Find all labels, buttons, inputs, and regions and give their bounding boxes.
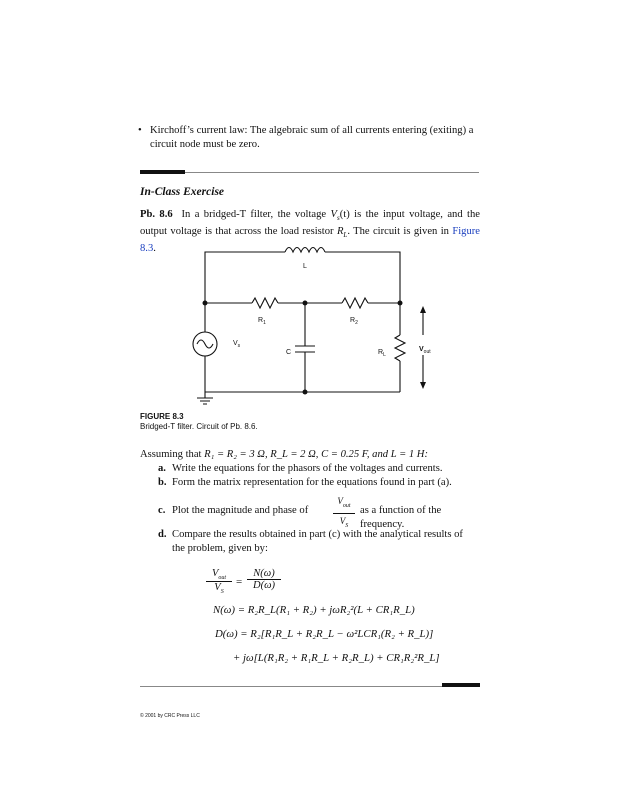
label-l: L xyxy=(303,263,307,270)
inductor-coil xyxy=(285,248,325,253)
node-3 xyxy=(398,301,403,306)
ratio-rhs-den: D(ω) xyxy=(253,580,275,591)
vs-sub: s xyxy=(337,214,340,223)
label-rl: $R_L$ xyxy=(378,349,386,358)
item-d-text: Compare the results obtained in part (c) with the analytical results of the problem, given by: xyxy=(172,529,463,554)
label-c: C xyxy=(286,349,292,356)
problem-number: Pb. 8.6 xyxy=(140,209,173,220)
item-a-label: a. xyxy=(158,463,166,474)
frac-num: V xyxy=(337,496,343,506)
ratio-lhs-num-sub: out xyxy=(218,575,227,582)
frac-num-sub: out xyxy=(342,502,351,509)
item-c-text-b: as a function of the frequency. xyxy=(360,505,442,530)
label-vs: $V_s$ xyxy=(233,340,241,349)
frac-den-sub: S xyxy=(345,522,349,529)
footer-rule xyxy=(140,686,479,687)
ground-symbol xyxy=(197,392,213,404)
section-rule xyxy=(140,172,479,173)
item-b-label: b. xyxy=(158,477,167,488)
source-sine xyxy=(197,340,213,348)
wire-top-right xyxy=(325,252,400,303)
item-b-text: Form the matrix representation for the equations found in part (a). xyxy=(172,477,452,488)
problem-text-a: In a bridged-T filter, the voltage xyxy=(181,209,331,220)
figure-label: FIGURE 8.3 xyxy=(140,412,184,421)
problem-text-b: (t) is the input voltage, and the output voltage is that across the load resistor xyxy=(140,209,480,238)
rl-symbol: R xyxy=(336,226,344,238)
problem-text-c: . The circuit is given in xyxy=(347,226,453,238)
bullet-text: Kirchoff’s current law: The algebraic sum of all currents entering (exiting) a circuit node must be zero. xyxy=(150,125,474,150)
wire-top-left xyxy=(205,252,285,303)
vs-symbol: V xyxy=(330,209,337,220)
item-a-text: Write the equations for the phasors of the voltages and currents. xyxy=(172,463,443,474)
label-vout: $V_{out}$ xyxy=(419,346,431,355)
node-2 xyxy=(303,301,308,306)
resistor-rl xyxy=(395,335,405,361)
rl-sub: L xyxy=(343,231,348,240)
copyright: © 2001 by CRC Press LLC xyxy=(140,713,200,719)
circuit-diagram xyxy=(170,240,450,410)
eq-d2: + jω[L(R₁R₂ + R₁R_L + R₂R_L) + CR₁R₂²R_L] xyxy=(233,652,440,664)
eq-ratio-fraction xyxy=(206,568,232,595)
eq-ratio-rhs xyxy=(247,568,281,591)
item-c-label: c. xyxy=(158,505,166,516)
bullet-dot: • xyxy=(138,125,142,136)
vout-arrow-up xyxy=(420,306,426,313)
assumption-prefix: Assuming that xyxy=(140,449,205,460)
bullet-kirchoff xyxy=(138,124,480,152)
item-d-label: d. xyxy=(158,529,167,540)
label-r1: $R_1$ xyxy=(258,317,266,326)
ratio-lhs-den-sub: S xyxy=(220,589,224,596)
vout-arrow-down xyxy=(420,382,426,389)
assumption xyxy=(140,448,428,462)
eq-equals: = xyxy=(236,576,243,588)
eq-n: N(ω) = R₂R_L(R₁ + R₂) + jωR₂²(L + CR₁R_L) xyxy=(213,604,415,616)
footer-rule-accent xyxy=(442,683,480,687)
capacitor-plates xyxy=(295,346,315,352)
ratio-rhs-num: N(ω) xyxy=(247,568,281,580)
assumption-values: R₁ = R₂ = 3 Ω, R_L = 2 Ω, C = 0.25 F, and L = 1 H: xyxy=(204,449,428,460)
ratio-lhs-den: V xyxy=(214,582,221,594)
problem-text-d: . xyxy=(153,243,156,255)
eq-d1: D(ω) = R₂[R₁R_L + R₂R_L − ω²LCR₁(R₂ + R_L)] xyxy=(215,628,434,640)
frac-den: V xyxy=(339,515,346,526)
ratio-lhs-num: V xyxy=(211,568,219,579)
resistor-r2 xyxy=(342,298,368,308)
section-rule-accent xyxy=(140,170,185,174)
figure-link[interactable]: Figure 8.3 xyxy=(140,226,480,255)
node-1 xyxy=(203,301,208,306)
resistor-r1 xyxy=(252,298,278,308)
item-c-fraction xyxy=(333,494,355,533)
item-c-text-a: Plot the magnitude and phase of xyxy=(172,505,309,516)
label-r2: $R_2$ xyxy=(350,317,358,326)
node-4 xyxy=(303,390,308,395)
section-title: In-Class Exercise xyxy=(140,186,225,198)
figure-caption: Bridged-T filter. Circuit of Pb. 8.6. xyxy=(140,422,258,431)
